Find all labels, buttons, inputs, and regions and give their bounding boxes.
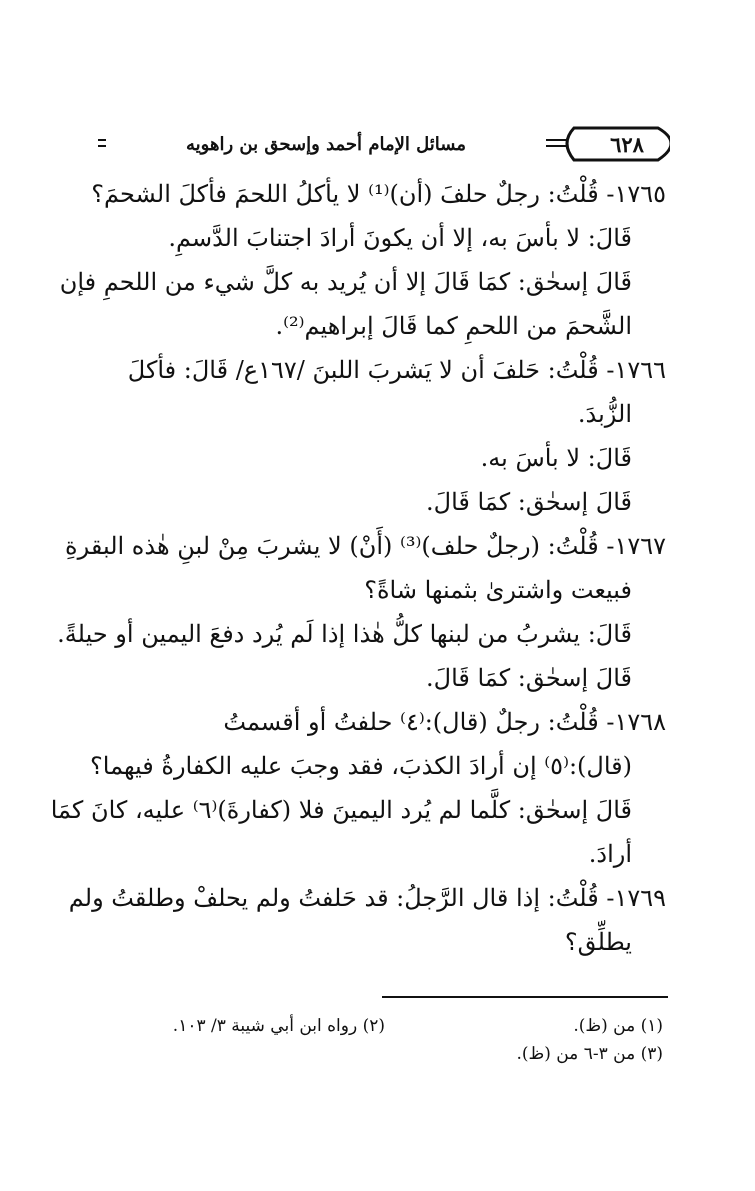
text-line: فبيعت واشترىٰ بثمنها شاةً؟ xyxy=(364,576,632,604)
footnote-separator xyxy=(382,996,668,998)
text-line: قَالَ: لا بأسَ به، إلا أن يكونَ أرادَ اجتنابَ الدَّسمِ. xyxy=(168,224,632,252)
text-line: الشَّحمَ من اللحمِ كما قَالَ إبراهيم⁽²⁾. xyxy=(275,312,632,340)
text-line: قَالَ إسحٰق: كمَا قَالَ. xyxy=(426,664,632,692)
page-number: ٦٢٨ xyxy=(610,132,644,157)
footnote-3: (٣) من ٣-٦ من (ظ). xyxy=(516,1044,663,1064)
text-line: قَالَ إسحٰق: كمَا قَالَ إلا أن يُريد به كلَّ شيء من اللحمِ فإن xyxy=(59,268,632,296)
text-line: ١٧٦٥- قُلْتُ: رجلٌ حلفَ (أن)⁽¹⁾ لا يأكلُ اللحمَ فأكلَ الشحمَ؟ xyxy=(91,180,666,208)
header-title: مسائل الإمام أحمد وإسحق بن راهويه xyxy=(106,131,546,159)
text-line: قَالَ إسحٰق: كمَا قَالَ. xyxy=(426,488,632,516)
text-line: الزُّبدَ. xyxy=(577,400,632,428)
text-line: ١٧٦٦- قُلْتُ: حَلفَ أن لا يَشربَ اللبنَ /١٦٧ع/ قَالَ: فأكلَ xyxy=(127,356,666,384)
text-line: قَالَ إسحٰق: كلَّما لم يُرد اليمينَ فلا (كفارةَ)⁽٦⁾ عليه، كانَ كمَا xyxy=(50,796,632,824)
footnote-1: (١) من (ظ). xyxy=(573,1016,663,1036)
running-header xyxy=(98,118,670,170)
text-line: قَالَ: لا بأسَ به. xyxy=(480,444,632,472)
text-line: أرادَ. xyxy=(588,840,632,868)
footnote-2: (٢) رواه ابن أبي شيبة ٣/ ١٠٣. xyxy=(172,1016,385,1036)
text-line: ١٧٦٧- قُلْتُ: (رجلٌ حلف)⁽³⁾ (أَنْ) لا يشربَ مِنْ لبنِ هٰذه البقرةِ xyxy=(65,532,666,560)
text-line: يطلِّق؟ xyxy=(564,928,632,956)
text-line: ١٧٦٩- قُلْتُ: إذا قال الرَّجلُ: قد حَلفتُ ولم يحلفْ وطلقتُ ولم xyxy=(68,884,666,912)
text-line: (قال):⁽٥⁾ إن أرادَ الكذبَ، فقد وجبَ عليه الكفارةُ فيهما؟ xyxy=(90,752,632,780)
text-line: قَالَ: يشربُ من لبنها كلُّ هٰذا إذا لَم يُرد دفعَ اليمين أو حيلةً. xyxy=(57,620,632,648)
text-line: ١٧٦٨- قُلْتُ: رجلٌ (قال):⁽٤⁾ حلفتُ أو أقسمتُ xyxy=(223,708,666,736)
